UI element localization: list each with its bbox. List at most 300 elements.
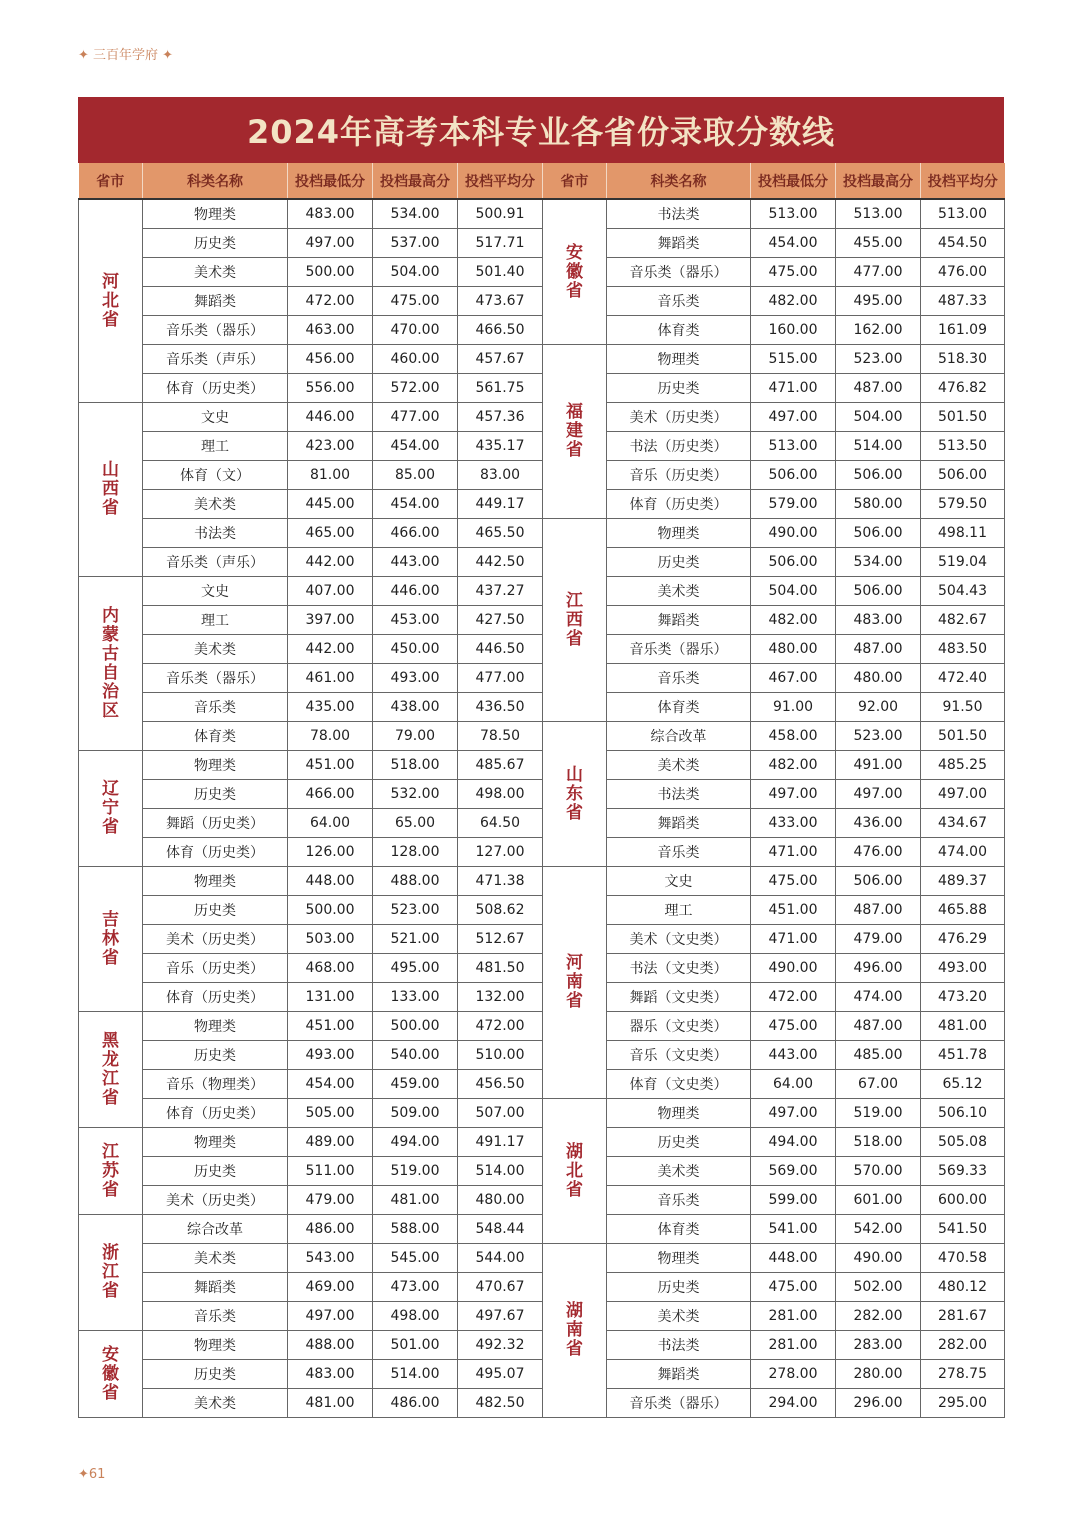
min-score-cell: 454.00	[751, 229, 836, 258]
category-cell: 综合改革	[607, 722, 751, 751]
avg-score-cell: 544.00	[458, 1244, 543, 1273]
min-score-cell: 442.00	[288, 548, 373, 577]
min-score-cell: 451.00	[288, 1012, 373, 1041]
province-cell	[79, 1012, 143, 1128]
avg-score-cell: 132.00	[458, 983, 543, 1012]
min-score-cell: 513.00	[751, 432, 836, 461]
category-cell: 书法类	[607, 780, 751, 809]
category-cell: 舞蹈类	[607, 1360, 751, 1389]
min-score-cell: 500.00	[288, 896, 373, 925]
category-cell: 物理类	[607, 1099, 751, 1128]
max-score-cell: 296.00	[836, 1389, 921, 1418]
category-cell: 体育类	[143, 722, 288, 751]
table-row	[79, 664, 1005, 693]
max-score-cell: 486.00	[373, 1389, 458, 1418]
max-score-cell: 446.00	[373, 577, 458, 606]
province-name: 黑龙江省	[102, 1030, 119, 1108]
avg-score-cell: 480.00	[458, 1186, 543, 1215]
category-cell: 美术（历史类）	[607, 403, 751, 432]
max-score-cell: 500.00	[373, 1012, 458, 1041]
category-cell: 音乐类（器乐）	[143, 316, 288, 345]
score-table	[78, 163, 1005, 1418]
avg-score-cell: 449.17	[458, 490, 543, 519]
avg-score-cell: 451.78	[921, 1041, 1005, 1070]
min-score-cell: 435.00	[288, 693, 373, 722]
category-cell: 音乐类（器乐）	[607, 1389, 751, 1418]
max-score-cell: 133.00	[373, 983, 458, 1012]
min-score-cell: 281.00	[751, 1302, 836, 1331]
avg-score-cell: 569.33	[921, 1157, 1005, 1186]
min-score-cell: 160.00	[751, 316, 836, 345]
avg-score-cell: 476.00	[921, 258, 1005, 287]
min-score-cell: 64.00	[288, 809, 373, 838]
category-cell: 舞蹈类	[143, 287, 288, 316]
avg-score-cell: 83.00	[458, 461, 543, 490]
table-row	[79, 1186, 1005, 1215]
table-row	[79, 1099, 1005, 1128]
avg-score-cell: 278.75	[921, 1360, 1005, 1389]
table-row	[79, 199, 1005, 229]
max-score-cell: 534.00	[373, 199, 458, 229]
max-score-cell: 518.00	[836, 1128, 921, 1157]
avg-score-cell: 434.67	[921, 809, 1005, 838]
avg-score-cell: 579.50	[921, 490, 1005, 519]
avg-score-cell: 457.36	[458, 403, 543, 432]
province-name: 福建省	[566, 402, 583, 460]
province-cell	[543, 1099, 607, 1244]
max-score-cell: 488.00	[373, 867, 458, 896]
avg-score-cell: 489.37	[921, 867, 1005, 896]
category-cell: 体育（历史类）	[143, 983, 288, 1012]
province-name: 山西省	[102, 460, 119, 518]
avg-score-cell: 514.00	[458, 1157, 543, 1186]
max-score-cell: 540.00	[373, 1041, 458, 1070]
avg-score-cell: 497.00	[921, 780, 1005, 809]
avg-score-cell: 295.00	[921, 1389, 1005, 1418]
max-score-cell: 572.00	[373, 374, 458, 403]
max-score-cell: 490.00	[836, 1244, 921, 1273]
min-score-cell: 480.00	[751, 635, 836, 664]
col-max: 投档最高分	[836, 163, 921, 199]
min-score-cell: 482.00	[751, 751, 836, 780]
category-cell: 历史类	[607, 1273, 751, 1302]
min-score-cell: 442.00	[288, 635, 373, 664]
max-score-cell: 92.00	[836, 693, 921, 722]
table-row	[79, 867, 1005, 896]
min-score-cell: 451.00	[751, 896, 836, 925]
min-score-cell: 131.00	[288, 983, 373, 1012]
min-score-cell: 443.00	[751, 1041, 836, 1070]
table-row	[79, 1302, 1005, 1331]
avg-score-cell: 505.08	[921, 1128, 1005, 1157]
category-cell: 历史类	[607, 374, 751, 403]
max-score-cell: 280.00	[836, 1360, 921, 1389]
avg-score-cell: 508.62	[458, 896, 543, 925]
avg-score-cell: 161.09	[921, 316, 1005, 345]
max-score-cell: 487.00	[836, 635, 921, 664]
min-score-cell: 493.00	[288, 1041, 373, 1070]
max-score-cell: 85.00	[373, 461, 458, 490]
max-score-cell: 67.00	[836, 1070, 921, 1099]
avg-score-cell: 500.91	[458, 199, 543, 229]
avg-score-cell: 466.50	[458, 316, 543, 345]
min-score-cell: 465.00	[288, 519, 373, 548]
avg-score-cell: 471.38	[458, 867, 543, 896]
province-name: 湖北省	[566, 1141, 583, 1200]
avg-score-cell: 507.00	[458, 1099, 543, 1128]
max-score-cell: 495.00	[373, 954, 458, 983]
max-score-cell: 519.00	[836, 1099, 921, 1128]
avg-score-cell: 476.82	[921, 374, 1005, 403]
category-cell: 美术类	[143, 1389, 288, 1418]
province-name: 安徽省	[102, 1344, 119, 1403]
min-score-cell: 543.00	[288, 1244, 373, 1273]
avg-score-cell: 454.50	[921, 229, 1005, 258]
table-row	[79, 1244, 1005, 1273]
category-cell: 历史类	[143, 229, 288, 258]
province-name: 辽宁省	[102, 779, 119, 837]
min-score-cell: 446.00	[288, 403, 373, 432]
min-score-cell: 515.00	[751, 345, 836, 374]
min-score-cell: 482.00	[751, 287, 836, 316]
min-score-cell: 497.00	[751, 403, 836, 432]
max-score-cell: 483.00	[836, 606, 921, 635]
category-cell: 音乐类（器乐）	[143, 664, 288, 693]
category-cell: 理工	[607, 896, 751, 925]
category-cell: 物理类	[143, 1331, 288, 1360]
min-score-cell: 278.00	[751, 1360, 836, 1389]
avg-score-cell: 513.00	[921, 199, 1005, 229]
min-score-cell: 281.00	[751, 1331, 836, 1360]
avg-score-cell: 470.58	[921, 1244, 1005, 1273]
category-cell: 物理类	[607, 1244, 751, 1273]
avg-score-cell: 446.50	[458, 635, 543, 664]
min-score-cell: 64.00	[751, 1070, 836, 1099]
category-cell: 体育类	[607, 1215, 751, 1244]
max-score-cell: 501.00	[373, 1331, 458, 1360]
min-score-cell: 423.00	[288, 432, 373, 461]
max-score-cell: 523.00	[836, 345, 921, 374]
avg-score-cell: 474.00	[921, 838, 1005, 867]
min-score-cell: 469.00	[288, 1273, 373, 1302]
max-score-cell: 506.00	[836, 461, 921, 490]
table-row	[79, 693, 1005, 722]
category-cell: 美术类	[607, 751, 751, 780]
table-row	[79, 258, 1005, 287]
min-score-cell: 490.00	[751, 519, 836, 548]
avg-score-cell: 442.50	[458, 548, 543, 577]
category-cell: 音乐类（声乐）	[143, 345, 288, 374]
avg-score-cell: 477.00	[458, 664, 543, 693]
max-score-cell: 496.00	[836, 954, 921, 983]
max-score-cell: 283.00	[836, 1331, 921, 1360]
max-score-cell: 480.00	[836, 664, 921, 693]
max-score-cell: 455.00	[836, 229, 921, 258]
col-province: 省市	[79, 163, 143, 199]
province-cell	[543, 345, 607, 519]
max-score-cell: 570.00	[836, 1157, 921, 1186]
min-score-cell: 497.00	[288, 1302, 373, 1331]
max-score-cell: 532.00	[373, 780, 458, 809]
avg-score-cell: 504.43	[921, 577, 1005, 606]
table-row	[79, 345, 1005, 374]
max-score-cell: 514.00	[373, 1360, 458, 1389]
max-score-cell: 79.00	[373, 722, 458, 751]
table-row	[79, 316, 1005, 345]
avg-score-cell: 510.00	[458, 1041, 543, 1070]
category-cell: 物理类	[143, 199, 288, 229]
max-score-cell: 494.00	[373, 1128, 458, 1157]
max-score-cell: 493.00	[373, 664, 458, 693]
table-row	[79, 838, 1005, 867]
province-cell	[79, 199, 143, 403]
avg-score-cell: 518.30	[921, 345, 1005, 374]
category-cell: 音乐（文史类）	[607, 1041, 751, 1070]
max-score-cell: 580.00	[836, 490, 921, 519]
col-avg: 投档平均分	[921, 163, 1005, 199]
table-row	[79, 1128, 1005, 1157]
category-cell: 美术类	[607, 577, 751, 606]
max-score-cell: 470.00	[373, 316, 458, 345]
max-score-cell: 454.00	[373, 432, 458, 461]
category-cell: 舞蹈类	[607, 809, 751, 838]
min-score-cell: 475.00	[751, 258, 836, 287]
category-cell: 舞蹈类	[143, 1273, 288, 1302]
province-name: 安徽省	[566, 242, 583, 301]
max-score-cell: 477.00	[836, 258, 921, 287]
max-score-cell: 509.00	[373, 1099, 458, 1128]
min-score-cell: 294.00	[751, 1389, 836, 1418]
max-score-cell: 436.00	[836, 809, 921, 838]
table-row	[79, 287, 1005, 316]
max-score-cell: 473.00	[373, 1273, 458, 1302]
table-row	[79, 577, 1005, 606]
min-score-cell: 126.00	[288, 838, 373, 867]
max-score-cell: 162.00	[836, 316, 921, 345]
max-score-cell: 487.00	[836, 1012, 921, 1041]
province-cell	[79, 1128, 143, 1215]
max-score-cell: 487.00	[836, 374, 921, 403]
avg-score-cell: 600.00	[921, 1186, 1005, 1215]
min-score-cell: 471.00	[751, 838, 836, 867]
category-cell: 体育（历史类）	[143, 838, 288, 867]
table-row	[79, 925, 1005, 954]
category-cell: 体育类	[607, 316, 751, 345]
col-min: 投档最低分	[288, 163, 373, 199]
category-cell: 音乐类	[607, 664, 751, 693]
avg-score-cell: 498.11	[921, 519, 1005, 548]
min-score-cell: 490.00	[751, 954, 836, 983]
category-cell: 历史类	[143, 896, 288, 925]
category-cell: 文史	[143, 577, 288, 606]
avg-score-cell: 465.50	[458, 519, 543, 548]
min-score-cell: 397.00	[288, 606, 373, 635]
table-row	[79, 606, 1005, 635]
category-cell: 物理类	[607, 519, 751, 548]
max-score-cell: 481.00	[373, 1186, 458, 1215]
category-cell: 美术类	[143, 1244, 288, 1273]
avg-score-cell: 506.00	[921, 461, 1005, 490]
table-row	[79, 1360, 1005, 1389]
province-cell	[543, 867, 607, 1099]
category-cell: 历史类	[143, 780, 288, 809]
min-score-cell: 506.00	[751, 461, 836, 490]
avg-score-cell: 470.67	[458, 1273, 543, 1302]
max-score-cell: 128.00	[373, 838, 458, 867]
max-score-cell: 459.00	[373, 1070, 458, 1099]
max-score-cell: 495.00	[836, 287, 921, 316]
category-cell: 书法类	[143, 519, 288, 548]
category-cell: 书法类	[607, 199, 751, 229]
min-score-cell: 471.00	[751, 374, 836, 403]
category-cell: 音乐类	[607, 287, 751, 316]
min-score-cell: 541.00	[751, 1215, 836, 1244]
province-name: 吉林省	[102, 909, 119, 968]
max-score-cell: 460.00	[373, 345, 458, 374]
category-cell: 美术（历史类）	[143, 1186, 288, 1215]
min-score-cell: 483.00	[288, 1360, 373, 1389]
province-cell	[79, 1215, 143, 1331]
max-score-cell: 601.00	[836, 1186, 921, 1215]
category-cell: 音乐类（声乐）	[143, 548, 288, 577]
avg-score-cell: 473.67	[458, 287, 543, 316]
avg-score-cell: 281.67	[921, 1302, 1005, 1331]
max-score-cell: 521.00	[373, 925, 458, 954]
min-score-cell: 78.00	[288, 722, 373, 751]
max-score-cell: 485.00	[836, 1041, 921, 1070]
category-cell: 历史类	[607, 548, 751, 577]
max-score-cell: 514.00	[836, 432, 921, 461]
category-cell: 体育类	[607, 693, 751, 722]
max-score-cell: 450.00	[373, 635, 458, 664]
avg-score-cell: 427.50	[458, 606, 543, 635]
province-name: 浙江省	[102, 1243, 119, 1301]
avg-score-cell: 435.17	[458, 432, 543, 461]
brand-header: ✦ 三百年学府 ✦	[78, 48, 174, 63]
avg-score-cell: 472.40	[921, 664, 1005, 693]
max-score-cell: 438.00	[373, 693, 458, 722]
max-score-cell: 454.00	[373, 490, 458, 519]
min-score-cell: 506.00	[751, 548, 836, 577]
province-name: 湖南省	[566, 1301, 583, 1359]
max-score-cell: 498.00	[373, 1302, 458, 1331]
category-cell: 书法类	[607, 1331, 751, 1360]
table-row	[79, 1331, 1005, 1360]
max-score-cell: 518.00	[373, 751, 458, 780]
min-score-cell: 579.00	[751, 490, 836, 519]
max-score-cell: 502.00	[836, 1273, 921, 1302]
avg-score-cell: 65.12	[921, 1070, 1005, 1099]
table-row	[79, 1157, 1005, 1186]
min-score-cell: 511.00	[288, 1157, 373, 1186]
max-score-cell: 479.00	[836, 925, 921, 954]
avg-score-cell: 480.12	[921, 1273, 1005, 1302]
max-score-cell: 506.00	[836, 577, 921, 606]
min-score-cell: 503.00	[288, 925, 373, 954]
category-cell: 历史类	[143, 1157, 288, 1186]
category-cell: 音乐类	[143, 1302, 288, 1331]
min-score-cell: 466.00	[288, 780, 373, 809]
min-score-cell: 497.00	[751, 780, 836, 809]
province-cell	[543, 1244, 607, 1418]
min-score-cell: 472.00	[288, 287, 373, 316]
min-score-cell: 482.00	[751, 606, 836, 635]
table-row	[79, 1041, 1005, 1070]
avg-score-cell: 127.00	[458, 838, 543, 867]
category-cell: 历史类	[143, 1041, 288, 1070]
table-row	[79, 635, 1005, 664]
max-score-cell: 466.00	[373, 519, 458, 548]
avg-score-cell: 561.75	[458, 374, 543, 403]
category-cell: 美术类	[143, 258, 288, 287]
max-score-cell: 504.00	[836, 403, 921, 432]
col-avg: 投档平均分	[458, 163, 543, 199]
province-cell	[543, 519, 607, 722]
min-score-cell: 468.00	[288, 954, 373, 983]
category-cell: 体育（历史类）	[143, 374, 288, 403]
table-row	[79, 1012, 1005, 1041]
category-cell: 音乐（历史类）	[143, 954, 288, 983]
avg-score-cell: 64.50	[458, 809, 543, 838]
avg-score-cell: 548.44	[458, 1215, 543, 1244]
avg-score-cell: 482.50	[458, 1389, 543, 1418]
avg-score-cell: 483.50	[921, 635, 1005, 664]
min-score-cell: 475.00	[751, 1273, 836, 1302]
province-cell	[79, 751, 143, 867]
category-cell: 音乐类	[607, 838, 751, 867]
table-row	[79, 722, 1005, 751]
min-score-cell: 489.00	[288, 1128, 373, 1157]
category-cell: 文史	[143, 403, 288, 432]
max-score-cell: 476.00	[836, 838, 921, 867]
province-cell	[79, 403, 143, 577]
avg-score-cell: 493.00	[921, 954, 1005, 983]
min-score-cell: 483.00	[288, 199, 373, 229]
avg-score-cell: 91.50	[921, 693, 1005, 722]
category-cell: 美术类	[607, 1302, 751, 1331]
min-score-cell: 569.00	[751, 1157, 836, 1186]
category-cell: 美术（历史类）	[143, 925, 288, 954]
min-score-cell: 497.00	[751, 1099, 836, 1128]
avg-score-cell: 495.07	[458, 1360, 543, 1389]
table-header-row	[79, 163, 1005, 199]
table-row	[79, 780, 1005, 809]
max-score-cell: 519.00	[373, 1157, 458, 1186]
max-score-cell: 477.00	[373, 403, 458, 432]
col-min: 投档最低分	[751, 163, 836, 199]
category-cell: 理工	[143, 606, 288, 635]
province-name: 河南省	[566, 953, 583, 1011]
max-score-cell: 65.00	[373, 809, 458, 838]
category-cell: 舞蹈类	[607, 229, 751, 258]
min-score-cell: 407.00	[288, 577, 373, 606]
avg-score-cell: 282.00	[921, 1331, 1005, 1360]
avg-score-cell: 457.67	[458, 345, 543, 374]
table-row	[79, 1215, 1005, 1244]
category-cell: 体育（文）	[143, 461, 288, 490]
avg-score-cell: 541.50	[921, 1215, 1005, 1244]
min-score-cell: 488.00	[288, 1331, 373, 1360]
max-score-cell: 534.00	[836, 548, 921, 577]
category-cell: 书法（文史类）	[607, 954, 751, 983]
province-cell	[79, 577, 143, 751]
min-score-cell: 486.00	[288, 1215, 373, 1244]
max-score-cell: 523.00	[373, 896, 458, 925]
max-score-cell: 475.00	[373, 287, 458, 316]
category-cell: 物理类	[143, 867, 288, 896]
max-score-cell: 443.00	[373, 548, 458, 577]
avg-score-cell: 492.32	[458, 1331, 543, 1360]
